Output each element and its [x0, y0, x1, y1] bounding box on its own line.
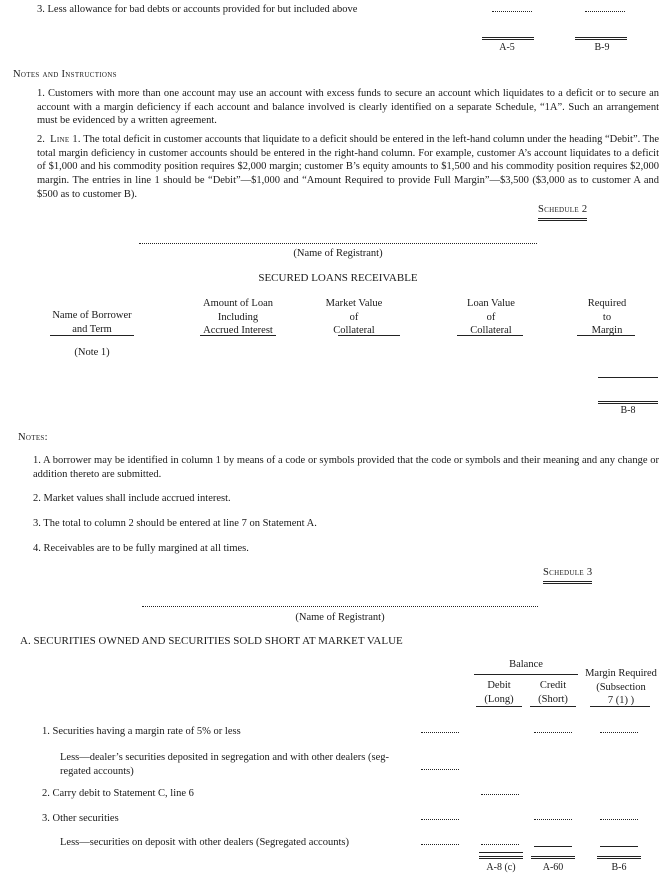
registrant-caption-2: (Name of Registrant) — [293, 248, 383, 259]
instruction-1: 1. Customers with more than one account may use an account with excess funds to secure an account which liquidates to a deficit or to secure an account with a margin deficiency if each account and balance involved is clearly identified on a separate Schedule, “1A”. Such an arrangement must be evidenced by a written agreement. — [37, 88, 659, 127]
col-amount-underline — [200, 335, 276, 336]
registrant-caption-3: (Name of Registrant) — [295, 612, 385, 623]
line-3-blank-left — [421, 819, 459, 820]
col-amount-loan-line3: Accrued Interest — [203, 325, 273, 337]
blank-b9 — [585, 11, 625, 12]
col-market-value-line1: Market Value — [325, 298, 383, 309]
registrant-name-line-2 — [139, 243, 537, 244]
schedule-3-title-a: A. SECURITIES OWNED AND SECURITIES SOLD SHORT AT MARKET VALUE — [20, 635, 403, 647]
line-1-blank-margin — [600, 732, 638, 733]
note-2-1: 1. A borrower may be identified in column 1 by means of a code or symbols provided that the code or symbols and their meaning and any change or addition thereto are submitted. — [33, 455, 659, 480]
item-3-less-allowance: 3. Less allowance for bad debts or accounts provided for but included above — [37, 4, 358, 15]
blank-a5 — [492, 11, 532, 12]
line-3-less-blank-debit — [481, 844, 519, 845]
col-name-underline — [50, 335, 134, 336]
col-required-margin-line3: Margin — [591, 325, 623, 337]
notes-heading: Notes: — [18, 432, 48, 443]
note-2-3: 3. The total to column 2 should be entered at line 7 on Statement A. — [33, 518, 317, 529]
total-double-margin — [597, 856, 641, 859]
col-amount-loan — [192, 297, 284, 338]
line-1-less-blank — [421, 769, 459, 770]
col-credit-line2: (Short) — [538, 693, 568, 705]
col-margin-line2: (Subsection — [596, 681, 646, 693]
col-name-borrower-line2: and Term — [72, 323, 112, 335]
col-required-margin-line2: to — [602, 311, 612, 323]
col-margin-required — [578, 667, 664, 708]
notes-instructions-heading: Notes and Instructions — [13, 69, 117, 80]
schedule-2-label-text: Schedule 2 — [538, 203, 587, 221]
col-debit-long — [476, 679, 522, 706]
line-3-other-securities: 3. Other securities — [42, 813, 119, 824]
line-3-blank-credit — [534, 819, 572, 820]
col-amount-loan-line1: Amount of Loan — [203, 298, 273, 309]
col-required-margin — [576, 297, 638, 338]
required-total-line — [598, 377, 658, 378]
col-market-value-line2: of — [349, 311, 359, 323]
schedule-2-label — [538, 203, 587, 221]
total-rule-a5 — [482, 37, 534, 40]
line-1-less-line1: Less—dealer’s securities deposited in segregation and with other dealers (seg- — [60, 752, 389, 763]
col-margin-line1: Margin Required — [585, 668, 657, 679]
col-margin-line3: 7 (1) ) — [607, 695, 635, 707]
ref-a5: A-5 — [499, 42, 515, 53]
col-amount-loan-line2: Including — [217, 311, 259, 323]
note-1-ref: (Note 1) — [74, 347, 110, 358]
col-market-value — [318, 297, 390, 338]
line-3-less-rule-margin — [600, 846, 638, 847]
schedule-3-label-text: Schedule 3 — [543, 566, 592, 584]
col-loan-value — [455, 297, 527, 338]
col-debit-line2: (Long) — [484, 693, 514, 705]
col-loan-value-line1: Loan Value — [467, 298, 515, 309]
line-3-less-blank — [421, 844, 459, 845]
total-double-credit — [531, 856, 575, 859]
col-required-underline — [577, 335, 635, 336]
instruction-2-text: The total deficit in customer accounts that liquidate to a deficit should be entered in the left-hand column under the heading “Debit”. The total margin deficiency in customer accounts should be entered in the right-hand column. For example, customer A’s account liquidates to a deficit of $1,000 and his commodity position requires $2,000 margin; customer B’s equity amounts to $1,500 and his commodity position requires $2,000 margin. The entries in line 1 should be “Debit”—$1,000 and “Amount Required to provide Full Margin”—$3,500 ($3,000 as to customer A and $500 as to customer B). — [37, 134, 660, 200]
line-3-blank-margin — [600, 819, 638, 820]
col-loan-value-line2: of — [486, 311, 496, 323]
col-credit-underline — [530, 706, 576, 707]
instruction-2 — [37, 133, 659, 201]
col-market-underline — [338, 335, 400, 336]
col-market-value-line3: Collateral — [333, 325, 375, 337]
total-double-debit — [479, 856, 523, 859]
line-1-securities-5pct: 1. Securities having a margin rate of 5% or less — [42, 726, 241, 737]
col-loan-value-line3: Collateral — [470, 325, 512, 337]
ref-a60: A-60 — [542, 862, 564, 873]
col-margin-underline — [590, 706, 650, 707]
col-loan-underline — [457, 335, 523, 336]
col-credit-line1: Credit — [539, 680, 567, 691]
line-2-carry-debit: 2. Carry debit to Statement C, line 6 — [42, 788, 194, 799]
col-required-margin-line1: Required — [587, 298, 627, 309]
balance-heading: Balance — [509, 659, 543, 670]
schedule-2-title: SECURED LOANS RECEIVABLE — [258, 272, 418, 284]
col-debit-line1: Debit — [487, 680, 511, 691]
col-name-borrower — [44, 309, 140, 336]
line-1-less — [60, 751, 389, 778]
ref-b8: B-8 — [620, 405, 636, 416]
schedule-3-label — [543, 566, 592, 584]
col-debit-underline — [476, 706, 522, 707]
col-credit-short — [530, 679, 576, 706]
instruction-2-lead: Line 1. — [50, 134, 81, 145]
line-3-less: Less—securities on deposit with other dealers (Segregated accounts) — [60, 837, 349, 848]
ref-a8c: A-8 (c) — [486, 862, 516, 873]
note-2-4: 4. Receivables are to be fully margined at all times. — [33, 543, 249, 554]
line-3-less-rule-credit — [534, 846, 572, 847]
col-name-borrower-line1: Name of Borrower — [52, 310, 132, 321]
total-rule-b9 — [575, 37, 627, 40]
registrant-name-line-3 — [142, 606, 538, 607]
line-1-blank-credit — [534, 732, 572, 733]
line-2-blank-debit — [481, 794, 519, 795]
balance-rule — [474, 674, 578, 675]
ref-b6: B-6 — [611, 862, 627, 873]
instruction-2-number: 2. — [37, 134, 45, 145]
note-2-2: 2. Market values shall include accrued interest. — [33, 493, 231, 504]
total-rule-debit — [479, 852, 523, 853]
line-1-blank-left — [421, 732, 459, 733]
line-1-less-line2: regated accounts) — [60, 765, 134, 777]
ref-b9: B-9 — [594, 42, 610, 53]
